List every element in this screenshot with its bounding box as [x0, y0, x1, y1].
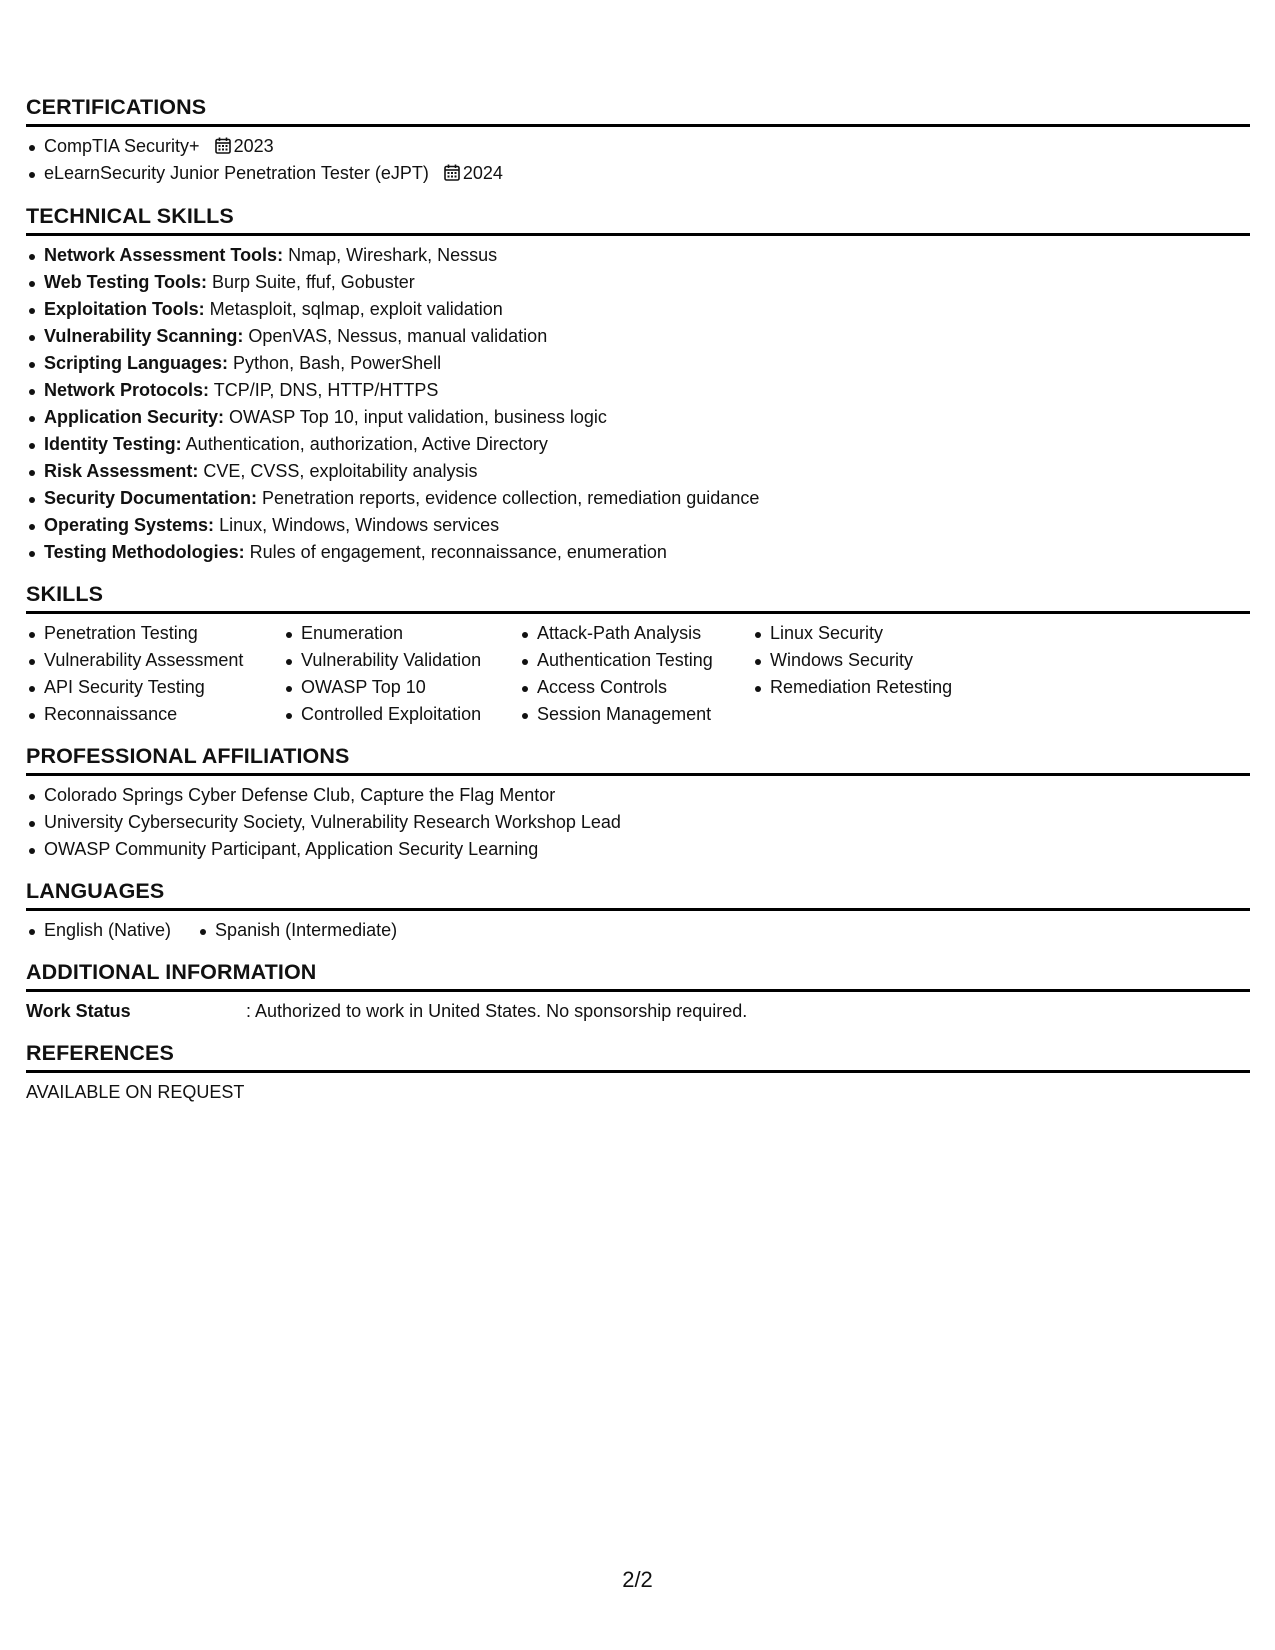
technical-skill-item: [26, 458, 1250, 485]
technical-skill-item: [26, 242, 1250, 269]
technical-skill-item: [26, 404, 1250, 431]
references-text: AVAILABLE ON REQUEST: [26, 1082, 245, 1102]
affiliations-list: [26, 782, 1250, 863]
technical-skill-item: [26, 296, 1250, 323]
affiliation-item: OWASP Community Participant, Application Security Learning: [26, 836, 1250, 863]
skill-item: Enumeration: [283, 620, 519, 647]
technical-skill-item: [26, 350, 1250, 377]
additional-info-section: [26, 959, 1250, 1025]
skill-item: API Security Testing: [26, 674, 283, 701]
skill-category: Network Protocols:: [44, 380, 210, 400]
certifications-list: [26, 133, 1250, 187]
page-number: 2/2: [622, 1567, 653, 1592]
technical-skill-item: [26, 539, 1250, 566]
skills-section: [26, 581, 1250, 728]
technical-skill-item: [26, 512, 1250, 539]
language-item: English (Native): [26, 917, 171, 944]
technical-skills-heading: TECHNICAL SKILLS: [26, 203, 1250, 236]
skill-values: OpenVAS, Nessus, manual validation: [243, 326, 548, 346]
skills-column: [283, 620, 519, 728]
skill-values: CVE, CVSS, exploitability analysis: [198, 461, 478, 481]
skill-category: Scripting Languages:: [44, 353, 229, 373]
technical-skill-item: [26, 377, 1250, 404]
additional-info-heading: ADDITIONAL INFORMATION: [26, 959, 1250, 992]
skill-category: Exploitation Tools:: [44, 299, 205, 319]
certification-name: CompTIA Security+: [44, 136, 200, 156]
languages-heading: LANGUAGES: [26, 878, 1250, 911]
affiliation-item: University Cybersecurity Society, Vulnerability Research Workshop Lead: [26, 809, 1250, 836]
skill-item: Penetration Testing: [26, 620, 283, 647]
certifications-section: [26, 94, 1250, 187]
technical-skills-list: [26, 242, 1250, 566]
skill-values: OWASP Top 10, input validation, business logic: [224, 407, 607, 427]
certifications-heading: CERTIFICATIONS: [26, 94, 1250, 127]
skills-column: [26, 620, 283, 728]
skill-item: Linux Security: [752, 620, 1012, 647]
skill-item: Vulnerability Assessment: [26, 647, 283, 674]
skill-values: Rules of engagement, reconnaissance, enumeration: [244, 542, 667, 562]
skill-values: TCP/IP, DNS, HTTP/HTTPS: [209, 380, 439, 400]
skill-item: Access Controls: [519, 674, 752, 701]
certification-name: eLearnSecurity Junior Penetration Tester (eJPT): [44, 163, 429, 183]
skill-item: OWASP Top 10: [283, 674, 519, 701]
skill-item: Authentication Testing: [519, 647, 752, 674]
resume-page: [26, 94, 1250, 1121]
certification-item: [26, 160, 1250, 187]
certification-year: 2023: [233, 136, 274, 156]
skill-values: Burp Suite, ffuf, Gobuster: [207, 272, 415, 292]
affiliation-item: Colorado Springs Cyber Defense Club, Capture the Flag Mentor: [26, 782, 1250, 809]
references-section: [26, 1040, 1250, 1106]
certification-year: 2024: [462, 163, 503, 183]
technical-skill-item: [26, 431, 1250, 458]
references-heading: REFERENCES: [26, 1040, 1250, 1073]
skill-values: Nmap, Wireshark, Nessus: [283, 245, 498, 265]
affiliations-section: [26, 743, 1250, 863]
skill-item: Controlled Exploitation: [283, 701, 519, 728]
skill-category: Risk Assessment:: [44, 461, 199, 481]
skills-grid: [26, 620, 1250, 728]
skill-category: Testing Methodologies:: [44, 542, 245, 562]
skill-category: Identity Testing:: [44, 434, 182, 454]
skill-values: Python, Bash, PowerShell: [228, 353, 442, 373]
affiliations-heading: PROFESSIONAL AFFILIATIONS: [26, 743, 1250, 776]
skill-values: Metasploit, sqlmap, exploit validation: [204, 299, 503, 319]
skill-category: Security Documentation:: [44, 488, 258, 508]
skill-values: Linux, Windows, Windows services: [214, 515, 500, 535]
language-item: Spanish (Intermediate): [197, 917, 397, 944]
skill-item: Windows Security: [752, 647, 1012, 674]
skill-values: Authentication, authorization, Active Directory: [181, 434, 548, 454]
technical-skill-item: [26, 269, 1250, 296]
work-status-label: Work Status: [26, 1001, 131, 1021]
skill-category: Web Testing Tools:: [44, 272, 207, 292]
skill-item: Reconnaissance: [26, 701, 283, 728]
work-status-row: [26, 998, 1250, 1025]
skill-category: Vulnerability Scanning:: [44, 326, 244, 346]
skill-item: Remediation Retesting: [752, 674, 1012, 701]
skill-values: Penetration reports, evidence collection, remediation guidance: [257, 488, 760, 508]
calendar-icon: [215, 137, 231, 154]
skill-category: Network Assessment Tools:: [44, 245, 284, 265]
skill-item: Session Management: [519, 701, 752, 728]
skills-column: [752, 620, 1012, 728]
calendar-icon: [444, 164, 460, 181]
languages-section: [26, 878, 1250, 944]
technical-skill-item: [26, 323, 1250, 350]
skill-category: Operating Systems:: [44, 515, 215, 535]
skill-item: Vulnerability Validation: [283, 647, 519, 674]
skills-column: [519, 620, 752, 728]
work-status-value: : Authorized to work in United States. No sponsorship required.: [246, 1001, 748, 1021]
languages-list: [26, 917, 1250, 944]
certification-item: [26, 133, 1250, 160]
skill-category: Application Security:: [44, 407, 225, 427]
technical-skills-section: [26, 203, 1250, 566]
skills-heading: SKILLS: [26, 581, 1250, 614]
skill-item: Attack-Path Analysis: [519, 620, 752, 647]
technical-skill-item: [26, 485, 1250, 512]
